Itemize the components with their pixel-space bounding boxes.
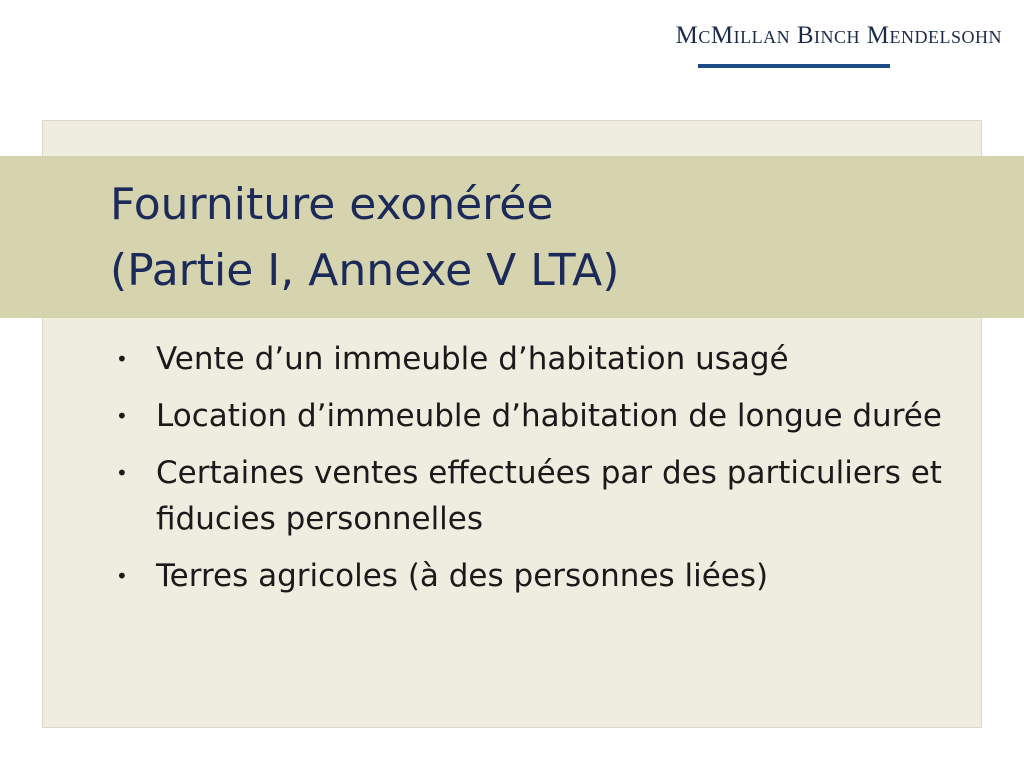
slide-title xyxy=(110,172,619,304)
bullet-item xyxy=(116,553,956,599)
bullet-text: Location d’immeuble d’habitation de longue durée xyxy=(156,398,942,434)
brand-underline xyxy=(698,64,890,68)
bullet-text: Vente d’un immeuble d’habitation usagé xyxy=(156,341,789,377)
brand-logo: McMillan Binch Mendelsohn xyxy=(675,22,1002,49)
slide-title-line-2: (Partie I, Annexe V LTA) xyxy=(110,245,620,296)
bullet-text: Certaines ventes effectuées par des particuliers et fiducies personnelles xyxy=(156,455,942,537)
bullet-dot-icon: • xyxy=(116,347,128,371)
bullet-list xyxy=(116,336,956,610)
bullet-item xyxy=(116,393,956,439)
slide-title-line-1: Fourniture exonérée xyxy=(110,179,554,230)
bullet-item xyxy=(116,336,956,382)
bullet-dot-icon: • xyxy=(116,461,128,485)
bullet-text: Terres agricoles (à des personnes liées) xyxy=(156,558,769,594)
bullet-item xyxy=(116,450,956,542)
bullet-dot-icon: • xyxy=(116,404,128,428)
bullet-dot-icon: • xyxy=(116,564,128,588)
